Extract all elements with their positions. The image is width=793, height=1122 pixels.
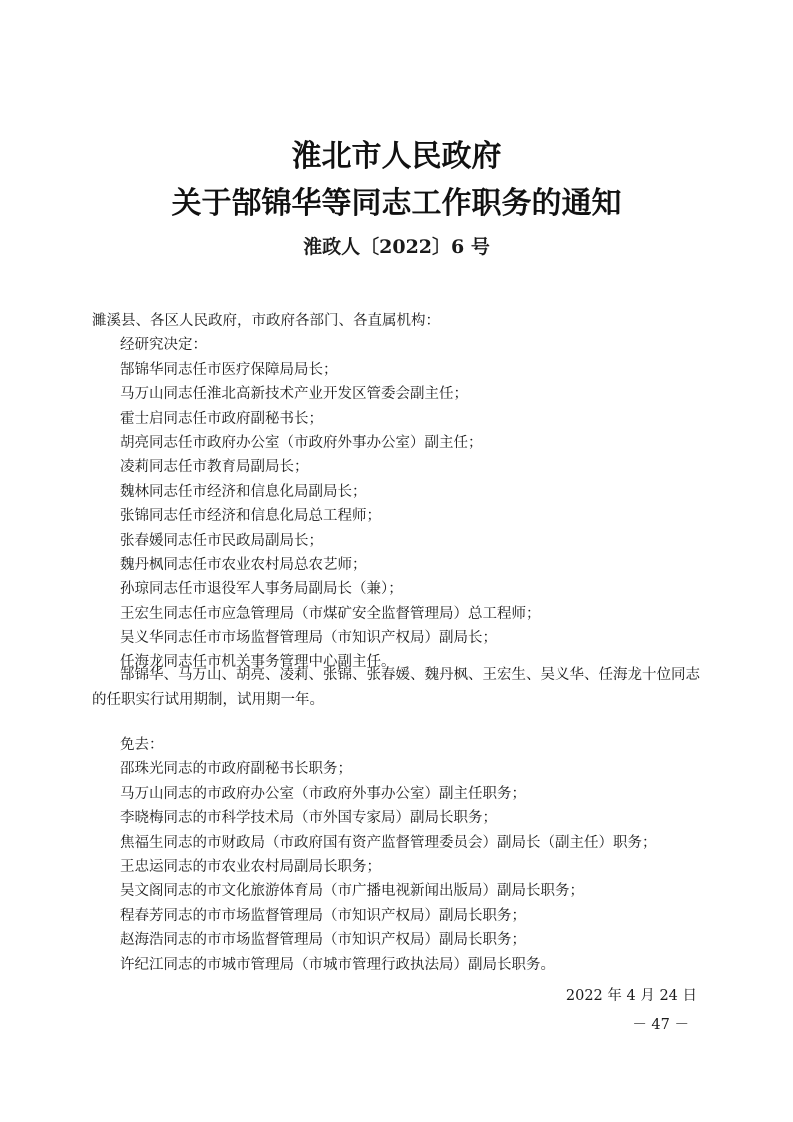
issue-date: 2022 年 4 月 24 日 [565,988,697,1004]
document-number: 淮政人〔2022〕6 号 [303,236,490,258]
probation-block [92,663,707,713]
removal-intro: 免去： [120,737,164,753]
title-issuer: 淮北市人民政府 [291,139,502,174]
removal-item: 焦福生同志的市财政局（市政府国有资产监督管理委员会）副局长（副主任）职务； [120,834,657,851]
decision-intro: 经研究决定： [120,337,207,354]
appointment-item: 张锦同志任市经济和信息化局总工程师； [120,508,381,525]
appointment-item: 王宏生同志任市应急管理局（市煤矿安全监督管理局）总工程师； [120,605,541,622]
page-number: － 47 － [632,1017,689,1033]
appointment-item: 张春媛同志任市民政局副局长； [120,532,323,549]
appointment-item: 胡亮同志任市政府办公室（市政府外事办公室）副主任； [120,434,483,451]
appointment-item: 吴义华同志任市市场监督管理局（市知识产权局）副局长； [120,630,497,647]
removal-item: 许纪江同志的市城市管理局（市城市管理行政执法局）副局长职务。 [120,956,555,973]
appointment-item: 孙琼同志任市退役军人事务局副局长（兼）； [120,581,403,598]
salutation-block [92,309,707,675]
salutation: 濉溪县、各区人民政府，市政府各部门、各直属机构： [92,313,440,329]
removal-block [92,733,707,977]
appointment-item: 凌莉同志任市教育局副局长； [120,459,309,476]
removal-item: 程春芳同志的市市场监督管理局（市知识产权局）副局长职务； [120,907,526,924]
appointment-item: 任海龙同志任市机关事务管理中心副主任。 [120,654,396,671]
appointment-item: 马万山同志任淮北高新技术产业开发区管委会副主任； [120,386,468,403]
appointment-item: 郜锦华同志任市医疗保障局局长； [120,361,338,378]
removal-item: 马万山同志的市政府办公室（市政府外事办公室）副主任职务； [120,785,526,802]
appointment-item: 霍士启同志任市政府副秘书长； [120,410,323,427]
removal-item: 李晓梅同志的市科学技术局（市外国专家局）副局长职务； [120,810,497,827]
removal-item: 赵海浩同志的市市场监督管理局（市知识产权局）副局长职务； [120,932,526,949]
title-subject: 关于郜锦华等同志工作职务的通知 [171,186,622,221]
removal-item: 吴文阁同志的市文化旅游体育局（市广播电视新闻出版局）副局长职务； [120,883,584,900]
removal-item: 王忠运同志的市农业农村局副局长职务； [120,858,381,875]
probation-note: 郜锦华、马万山、胡亮、凌莉、张锦、张春媛、魏丹枫、王宏生、吴义华、任海龙十位同志的任职实行试用期制，试用期一年。 [92,667,700,708]
appointment-item: 魏丹枫同志任市农业农村局总农艺师； [120,556,367,573]
removal-item: 邵珠光同志的市政府副秘书长职务； [120,761,352,778]
appointment-item: 魏林同志任市经济和信息化局副局长； [120,483,367,500]
